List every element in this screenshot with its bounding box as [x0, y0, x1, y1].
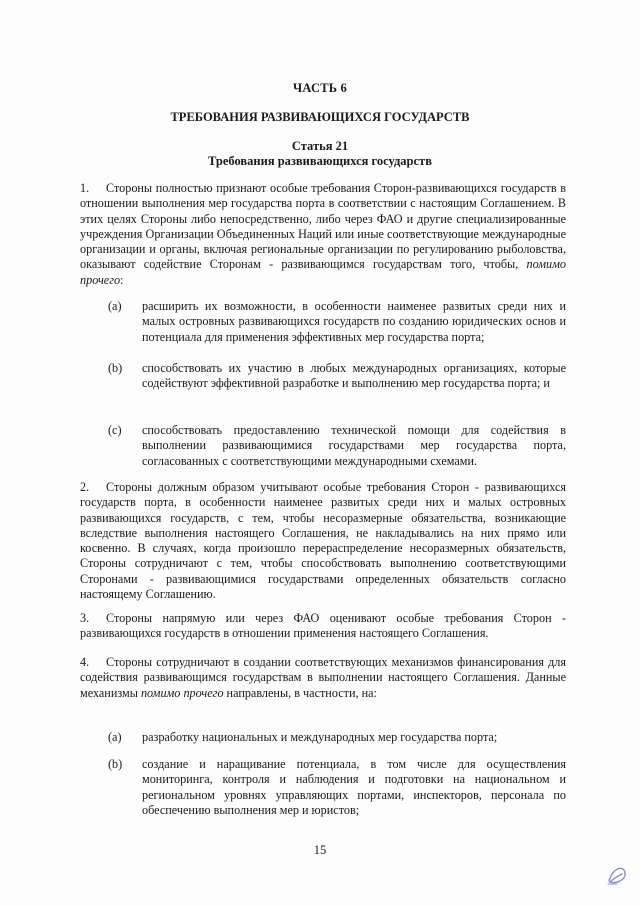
paragraph-text: Стороны сотрудничают в создании соответствующих механизмов финансирования для содействия развивающимся государствам в выполнении настоящего Соглашения. Данные механизмы: [80, 655, 566, 700]
paragraph-number: 1.: [80, 181, 90, 195]
item-label: (b): [108, 361, 123, 375]
part-title: ТРЕБОВАНИЯ РАЗВИВАЮЩИХСЯ ГОСУДАРСТВ: [170, 110, 470, 124]
item-label: (b): [108, 757, 123, 771]
page-number: 15: [313, 843, 327, 857]
item-text: способствовать их участию в любых международных организациях, которые содействуют эффективной разработке и выполнению мер государства порта; и: [142, 361, 566, 391]
item-text: создание и наращивание потенциала, в том числе для осуществления мониторинга, контроля и наблюдения и подготовки на национальном и региональном уровнях управляющих портами, инспекторов, персонала по обеспечению выполнения мер и юристов;: [142, 757, 566, 817]
paragraph-3: [80, 611, 566, 642]
paragraph-tail: направлены, в частности, на:: [226, 685, 377, 700]
item-label: (a): [108, 299, 122, 313]
paragraph-1: [80, 181, 566, 288]
item-text: расширить их возможности, в особенности наименее развитых среди них и малых островных развивающихся государств по созданию юридических основ и потенциала для применения эффективных мер государства порта;: [142, 299, 566, 344]
paragraph-text: Стороны должным образом учитывают особые требования Сторон - развивающихся государств порта, в особенности наименее развитых среди них и малых островных развивающихся государств, с тем, чтобы несоразмерные обязательства, возникающие вследствие выполнения настоящего Соглашения, не накладывались на них прямо или косвенно. В случаях, когда произошло перераспределение несоразмерных обязательств, Стороны сотрудничают с тем, чтобы способствовать выполнению соответствующими Сторонами - развивающимися государствами определенных обязательств согласно настоящему Соглашению.: [80, 480, 566, 602]
article-title: Требования развивающихся государств: [208, 154, 432, 168]
paragraph-emphasis: помимо прочего: [80, 257, 566, 287]
paragraph-4: [80, 655, 566, 701]
item-label: (a): [108, 730, 122, 744]
paragraph-text: Стороны полностью признают особые требования Сторон-развивающихся государств в отношении выполнения мер государства порта в соответствии с настоящим Соглашением. В этих целях Стороны либо непосредственно, либо через ФАО и другие специализированные учреждения Организации Объединенных Наций или иные соответствующие международные организации и органы, включая региональные организации по регулированию рыболовства, оказывают содействие Сторонам - развивающимся государствам того, чтобы,: [80, 181, 566, 272]
handwritten-initials-icon: [604, 862, 630, 888]
item-text: способствовать предоставлению технической помощи для содействия в выполнении развивающимися государствами мер государства порта, согласованных с соответствующими международными схемами.: [142, 423, 566, 468]
paragraph-number: 4.: [80, 655, 90, 669]
paragraph-number: 3.: [80, 611, 90, 625]
item-label: (c): [108, 423, 122, 437]
article-number: Статья 21: [291, 139, 349, 153]
paragraph-number: 2.: [80, 480, 90, 494]
paragraph-text: Стороны напрямую или через ФАО оценивают особые требования Сторон - развивающихся государств в отношении применения настоящего Соглашения.: [80, 611, 566, 641]
paragraph-emphasis: помимо прочего: [140, 685, 224, 700]
item-text: разработку национальных и международных мер государства порта;: [142, 730, 498, 744]
part-heading: ЧАСТЬ 6: [293, 81, 347, 95]
paragraph-2: [80, 480, 566, 602]
paragraph-tail: :: [120, 272, 124, 287]
